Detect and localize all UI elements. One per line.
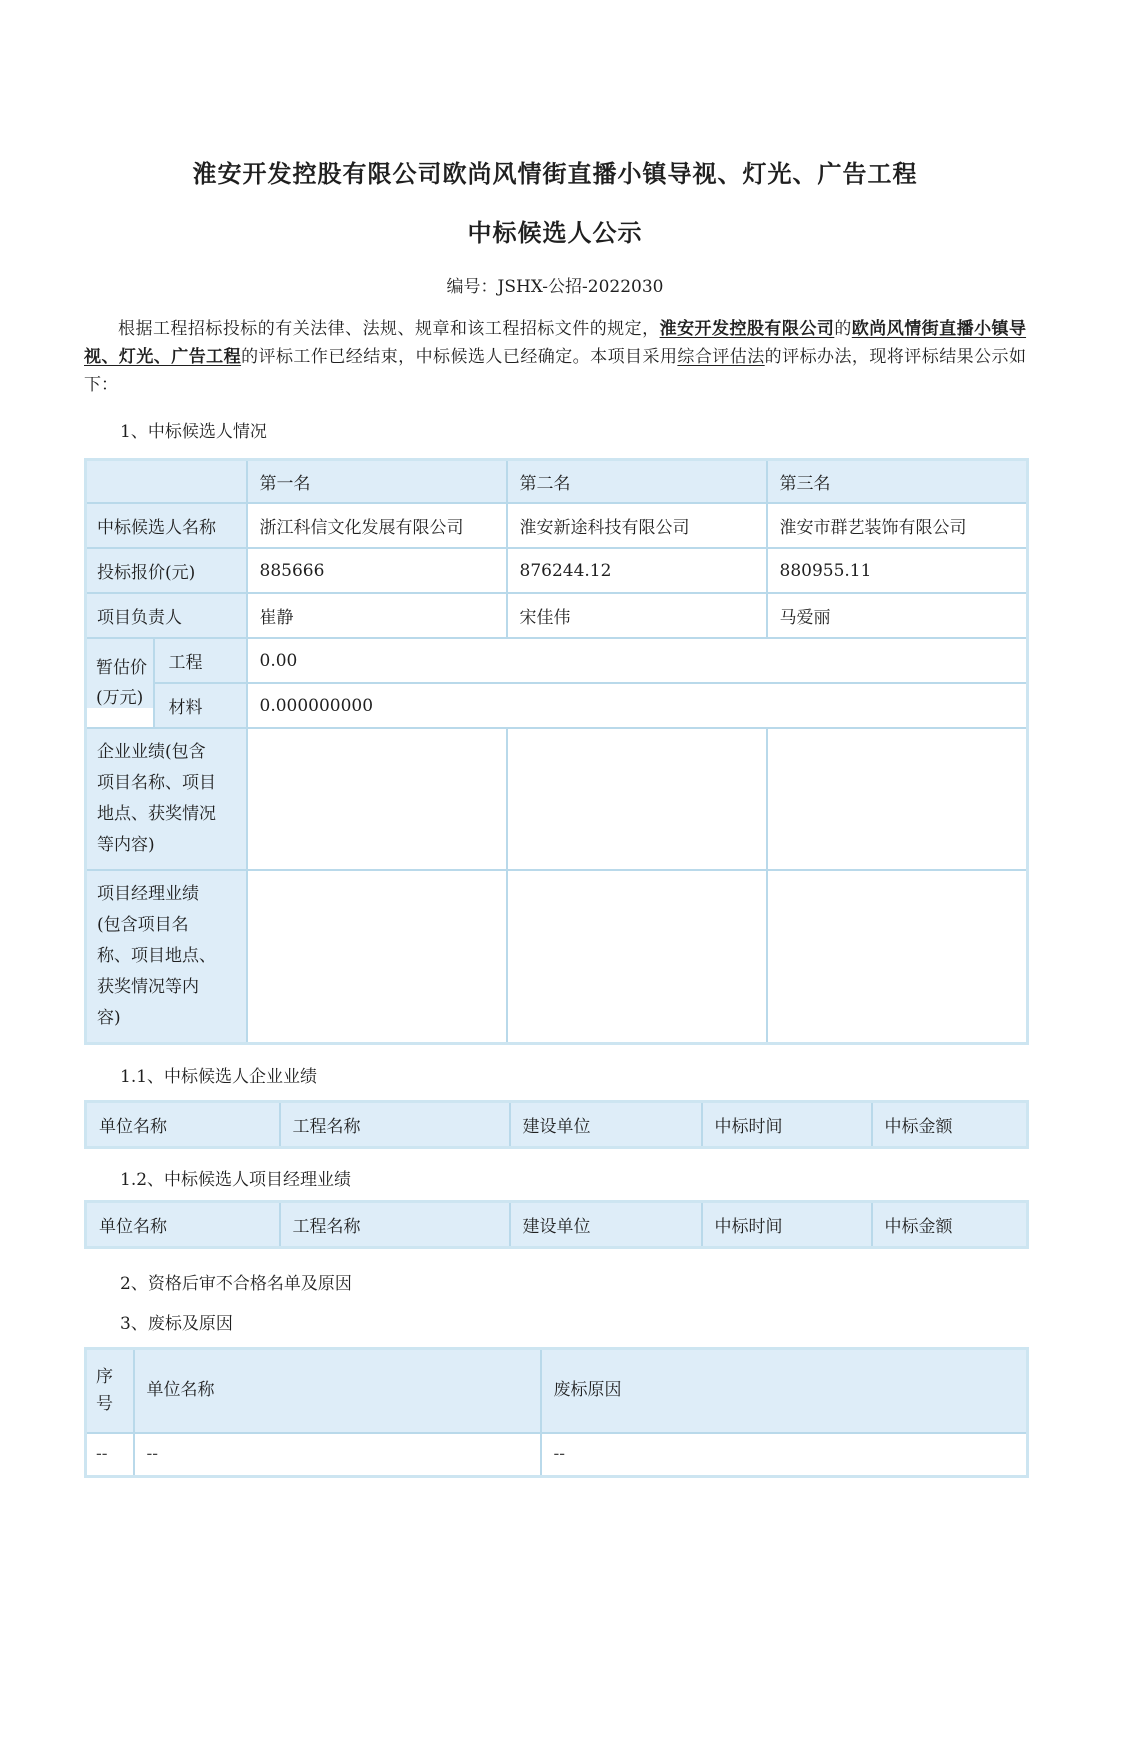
row-label-provisional-price [86, 638, 154, 728]
project-leader-cell: 宋佳伟 [507, 593, 767, 638]
intro-evaluation-method: 综合评估法 [677, 347, 765, 367]
intro-seg3: 的评标工作已经结束，中标候选人已经确定。本项目采用 [241, 347, 678, 367]
project-leader-cell: 崔静 [247, 593, 507, 638]
col-header-unit-name: 单位名称 [134, 1349, 541, 1433]
bid-price-cell: 876244.12 [507, 548, 767, 593]
bid-price-cell: 885666 [247, 548, 507, 593]
table-row [86, 1102, 1028, 1148]
section-heading-rejected-bids: 3、废标及原因 [120, 1314, 233, 1334]
col-header-construction-unit: 建设单位 [510, 1102, 702, 1148]
intro-paragraph [84, 315, 1026, 399]
intro-project-name: 欧尚风情街直播小镇导视、灯光、广告工程 [84, 319, 1027, 367]
doc-number: 编号：JSHX-公招-2022030 [446, 277, 664, 297]
enterprise-performance-table [84, 1100, 1029, 1149]
project-leader-cell: 马爱丽 [767, 593, 1028, 638]
col-header-sequence: 序号 [86, 1349, 134, 1433]
col-header-rejection-reason: 废标原因 [541, 1349, 1028, 1433]
candidate-name-cell: 浙江科信文化发展有限公司 [247, 503, 507, 548]
table-row [86, 728, 1028, 870]
col-header-unit-name: 单位名称 [86, 1102, 280, 1148]
col-header-project-name: 工程名称 [280, 1202, 510, 1248]
manager-performance-cell [247, 870, 507, 1044]
table-row [86, 593, 1028, 638]
table-row [86, 1433, 1028, 1477]
sequence-cell: -- [86, 1433, 134, 1477]
candidates-table [84, 458, 1029, 1045]
intro-company-name: 淮安开发控股有限公司 [659, 319, 835, 339]
manager-performance-table [84, 1200, 1029, 1249]
manager-performance-cell [767, 870, 1028, 1044]
provisional-price-label-line1: 暂估价 [96, 658, 147, 678]
rank-header-first: 第一名 [247, 460, 507, 504]
intro-seg2: 的 [834, 319, 852, 339]
section-heading-manager-performance: 1.2、中标候选人项目经理业绩 [120, 1170, 352, 1190]
bid-price-cell: 880955.11 [767, 548, 1028, 593]
provisional-price-label-line2: (万元) [96, 688, 144, 708]
table-row [86, 870, 1028, 1044]
rank-header-second: 第二名 [507, 460, 767, 504]
engineering-provisional-value: 0.00 [247, 638, 1028, 683]
sub-label-engineering: 工程 [154, 638, 247, 683]
table-row [86, 683, 1028, 728]
table-row [86, 503, 1028, 548]
unit-name-cell: -- [134, 1433, 541, 1477]
rank-header-third: 第三名 [767, 460, 1028, 504]
document-subtitle: 中标候选人公示 [467, 218, 643, 247]
enterprise-performance-cell [767, 728, 1028, 870]
candidate-name-cell: 淮安市群艺装饰有限公司 [767, 503, 1028, 548]
row-label-candidate-name: 中标候选人名称 [86, 503, 247, 548]
intro-seg4: 的评标办法，现将评标结果公示如下： [84, 347, 1027, 395]
manager-performance-cell [507, 870, 767, 1044]
candidate-name-cell: 淮安新途科技有限公司 [507, 503, 767, 548]
table-row [86, 548, 1028, 593]
table-row [86, 638, 1028, 683]
col-header-unit-name: 单位名称 [86, 1202, 280, 1248]
col-header-award-amount: 中标金额 [872, 1102, 1028, 1148]
corner-cell [86, 460, 247, 504]
col-header-award-amount: 中标金额 [872, 1202, 1028, 1248]
table-row [86, 1349, 1028, 1433]
row-label-project-leader: 项目负责人 [86, 593, 247, 638]
rejection-reason-cell: -- [541, 1433, 1028, 1477]
row-label-bid-price: 投标报价(元) [86, 548, 247, 593]
rejected-bids-table [84, 1347, 1029, 1478]
enterprise-performance-cell [507, 728, 767, 870]
section-heading-unqualified: 2、资格后审不合格名单及原因 [120, 1274, 352, 1294]
enterprise-performance-cell [247, 728, 507, 870]
row-label-enterprise-performance: 企业业绩(包含项目名称、项目地点、获奖情况等内容) [86, 728, 247, 870]
row-label-manager-performance: 项目经理业绩(包含项目名称、项目地点、获奖情况等内容) [86, 870, 247, 1044]
col-header-construction-unit: 建设单位 [510, 1202, 702, 1248]
intro-seg1: 根据工程招标投标的有关法律、法规、规章和该工程招标文件的规定， [118, 319, 660, 339]
sub-label-material: 材料 [154, 683, 247, 728]
section-heading-enterprise-performance: 1.1、中标候选人企业业绩 [120, 1067, 318, 1087]
col-header-award-time: 中标时间 [702, 1202, 872, 1248]
document-title: 淮安开发控股有限公司欧尚风情街直播小镇导视、灯光、广告工程 [192, 159, 918, 188]
document-page [84, 156, 1026, 1478]
section-heading-candidates: 1、中标候选人情况 [120, 422, 267, 442]
table-row [86, 1202, 1028, 1248]
material-provisional-value: 0.000000000 [247, 683, 1028, 728]
col-header-project-name: 工程名称 [280, 1102, 510, 1148]
col-header-award-time: 中标时间 [702, 1102, 872, 1148]
